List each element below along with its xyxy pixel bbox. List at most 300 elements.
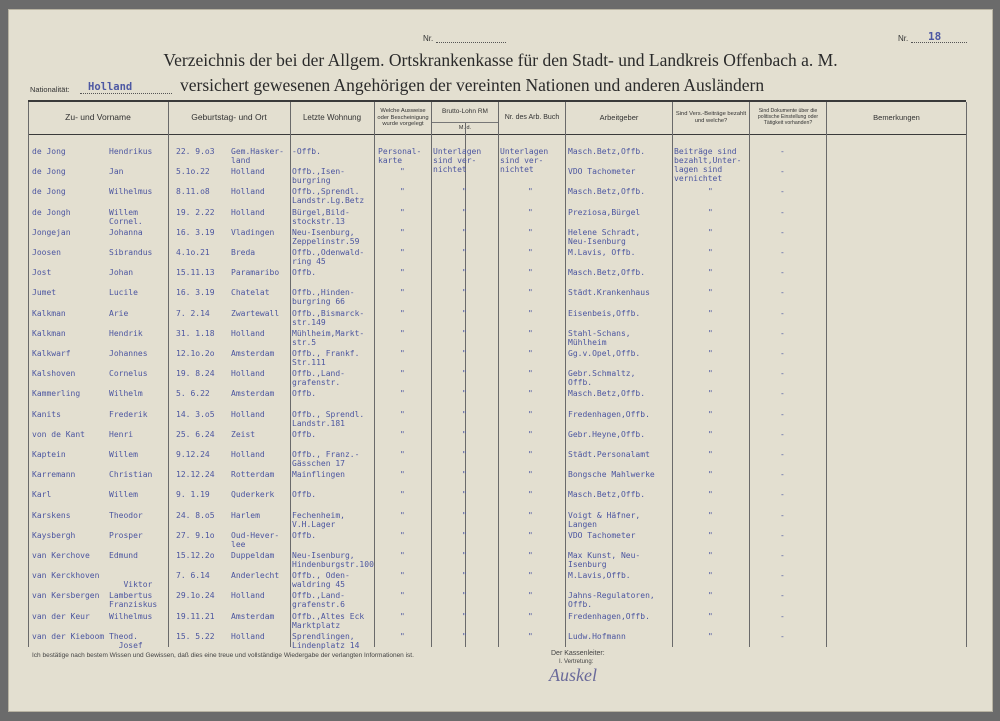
cell-date: 5. 6.22: [176, 389, 210, 399]
cell-book: ": [528, 591, 533, 601]
cell-wage: ": [462, 369, 467, 379]
table-row: [8, 208, 993, 228]
cell-docs: -: [780, 328, 785, 338]
table-row: [8, 612, 993, 632]
cell-book: ": [528, 510, 533, 520]
nr-right-label: Nr.: [898, 34, 909, 43]
cell-book: ": [528, 308, 533, 318]
cell-surname: van Kersbergen: [32, 591, 100, 601]
cell-card: ": [400, 470, 405, 480]
cell-docs: -: [780, 268, 785, 278]
cell-docs: -: [780, 429, 785, 439]
nr-dotted-line: [436, 42, 506, 43]
cell-book: ": [528, 571, 533, 581]
cell-contrib: ": [708, 470, 713, 480]
cell-card: ": [400, 490, 405, 500]
cell-surname: Kammerling: [32, 389, 81, 399]
cell-surname: Kanits: [32, 409, 61, 419]
cell-contrib: ": [708, 308, 713, 318]
cell-date: 19. 8.24: [176, 369, 215, 379]
cell-addr: Mühlheim,Markt- str.5: [292, 328, 365, 347]
cell-book: ": [528, 227, 533, 237]
cell-wage: ": [462, 591, 467, 601]
table-row: [8, 470, 993, 490]
document-sheet: [8, 9, 993, 712]
office-label: Der Kassenleiter:: [551, 650, 605, 657]
table-row: [8, 369, 993, 389]
cell-addr: Offb.,Altes Eck Marktplatz: [292, 611, 365, 630]
cell-card: ": [400, 248, 405, 257]
cell-docs: -: [780, 227, 785, 237]
table-row: [8, 551, 993, 571]
cell-wage: ": [462, 268, 467, 278]
cell-date: 7. 2.14: [176, 308, 210, 318]
table-row: [8, 167, 993, 187]
cell-surname: van Kerchove: [32, 551, 90, 560]
cell-contrib: ": [708, 450, 713, 459]
cell-book: ": [528, 450, 533, 459]
cell-wage: ": [462, 288, 467, 298]
cell-docs: -: [780, 571, 785, 581]
cell-employer: Helene Schradt, Neu-Isenburg: [568, 227, 641, 246]
cell-wage: ": [462, 611, 467, 621]
cell-first: Cornelus: [109, 369, 148, 379]
cell-docs: -: [780, 167, 785, 177]
confirmation-text: Ich bestätige nach bestem Wissen und Gewissen, daß dies eine treue und vollständige Wiedergabe der verlangten Informationen ist.: [32, 652, 414, 659]
cell-contrib: ": [708, 349, 713, 358]
cell-employer: Masch.Betz,Offb.: [568, 187, 646, 197]
office-sub-label: I. Vertretung:: [559, 659, 594, 665]
cell-card: ": [400, 429, 405, 439]
cell-surname: van Kerckhoven: [32, 571, 100, 581]
cell-contrib: ": [708, 207, 713, 217]
cell-addr: Offb.: [292, 429, 317, 439]
cell-card: ": [400, 611, 405, 621]
cell-wage: ": [462, 510, 467, 520]
cell-employer: Gebr.Schmaltz, Offb.: [568, 369, 636, 388]
cell-employer: Gebr.Heyne,Offb.: [568, 429, 646, 439]
cell-contrib: ": [708, 631, 713, 641]
col-header-wage-sub: M. d.: [458, 124, 472, 131]
col-header-wage: Brutto-Lohn RM: [442, 108, 488, 116]
cell-date: 12.12.24: [176, 470, 215, 480]
cell-first: Viktor: [123, 580, 153, 590]
cell-book: ": [528, 207, 533, 217]
cell-first: Wilhelmus: [109, 611, 153, 621]
cell-date: 19.11.21: [176, 611, 215, 621]
cell-place: Gem.Hasker- land: [231, 147, 284, 165]
cell-employer: Eisenbeis,Offb.: [568, 308, 641, 318]
cell-contrib: ": [708, 409, 713, 419]
cell-wage: ": [462, 187, 467, 197]
cell-docs: -: [780, 349, 785, 358]
cell-book: ": [528, 530, 533, 540]
col-header-book: Nr. des Arb. Buch: [504, 113, 560, 121]
cell-place: Harlem: [231, 510, 260, 520]
cell-card: ": [400, 530, 405, 540]
cell-first: Jan: [109, 167, 124, 177]
cell-employer: Bongsche Mahlwerke: [568, 470, 655, 480]
cell-first: Wilhelmus: [109, 187, 153, 197]
cell-book: ": [528, 349, 533, 358]
cell-docs: -: [780, 308, 785, 318]
cell-first: Edmund: [109, 551, 138, 560]
cell-surname: Karskens: [32, 510, 71, 520]
cell-employer: Städt.Personalamt: [568, 450, 650, 459]
table-row: [8, 430, 993, 450]
table-row: [8, 329, 993, 349]
cell-addr: Bürgel,Bild- stockstr.13: [292, 207, 350, 226]
col-header-docs: Sind Dokumente über die politische Einstellung oder Tätigkeit vorhanden?: [757, 108, 819, 126]
cell-contrib: ": [708, 611, 713, 621]
cell-book: ": [528, 470, 533, 480]
cell-employer: M.Lavis, Offb.: [568, 248, 636, 257]
table-row: [8, 268, 993, 288]
cell-docs: -: [780, 591, 785, 601]
table-row: [8, 490, 993, 510]
nationality-label: Nationalität:: [30, 85, 70, 94]
cell-place: Quderkerk: [231, 490, 275, 500]
table-row: [8, 571, 993, 591]
cell-addr: Offb.,Land- grafenstr.6: [292, 591, 345, 610]
cell-addr: Offb., Oden- waldring 45: [292, 571, 350, 590]
cell-first: Hendrikus: [109, 147, 153, 156]
cell-wage: ": [462, 530, 467, 540]
handwritten-signature: Auskel: [549, 665, 597, 685]
cell-first: Henri: [109, 429, 134, 439]
cell-contrib: ": [708, 551, 713, 560]
col-header-name: Zu- und Vorname: [65, 112, 131, 123]
cell-surname: de Jong: [32, 187, 66, 197]
cell-date: 25. 6.24: [176, 429, 215, 439]
cell-place: Holland: [231, 187, 265, 197]
cell-contrib: ": [708, 268, 713, 278]
cell-contrib: ": [708, 510, 713, 520]
cell-addr: Offb.,Odenwald- ring 45: [292, 248, 365, 266]
cell-docs: -: [780, 187, 785, 197]
cell-first: Theod. Josef: [109, 631, 143, 650]
cell-surname: Joosen: [32, 248, 61, 257]
sheet-number: 18: [928, 30, 942, 43]
cell-employer: Masch.Betz,Offb.: [568, 490, 646, 500]
cell-addr: Offb.,Land- grafenstr.: [292, 369, 345, 388]
cell-addr: Fechenheim, V.H.Lager: [292, 510, 345, 529]
cell-place: Paramaribo: [231, 268, 280, 278]
cell-place: Chatelat: [231, 288, 270, 298]
cell-card: ": [400, 328, 405, 338]
table-row: [8, 288, 993, 308]
cell-surname: Kalkman: [32, 308, 66, 318]
cell-employer: Städt.Krankenhaus: [568, 288, 650, 298]
cell-book: ": [528, 248, 533, 257]
cell-wage: Unterlagen sind ver- nichtet: [433, 147, 482, 174]
cell-docs: -: [780, 389, 785, 399]
cell-first: Johanna: [109, 227, 143, 237]
cell-contrib: ": [708, 490, 713, 500]
cell-addr: Mainflingen: [292, 470, 345, 480]
cell-first: Hendrik: [109, 328, 143, 338]
cell-contrib: ": [708, 389, 713, 399]
col-header-birth: Geburtstag- und Ort: [191, 112, 267, 123]
cell-surname: Kaptein: [32, 450, 66, 459]
col-header-contrib: Sind Vers.-Beiträge bezahlt und welche?: [675, 111, 747, 124]
cell-first: Wilhelm: [109, 389, 143, 399]
cell-date: 15.12.2o: [176, 551, 215, 560]
cell-book: ": [528, 490, 533, 500]
cell-card: ": [400, 288, 405, 298]
cell-card: ": [400, 187, 405, 197]
cell-place: Holland: [231, 450, 265, 459]
cell-contrib: ": [708, 530, 713, 540]
cell-date: 31. 1.18: [176, 328, 215, 338]
cell-addr: Offb.,Bismarck- str.149: [292, 308, 365, 327]
cell-addr: Offb.: [292, 530, 317, 540]
cell-place: Holland: [231, 631, 265, 641]
cell-book: ": [528, 268, 533, 278]
cell-date: 12.1o.2o: [176, 349, 215, 358]
cell-first: Arie: [109, 308, 129, 318]
cell-card: ": [400, 308, 405, 318]
cell-place: Holland: [231, 409, 265, 419]
cell-card: ": [400, 631, 405, 641]
cell-wage: ": [462, 308, 467, 318]
cell-date: 22. 9.o3: [176, 147, 215, 156]
cell-docs: -: [780, 611, 785, 621]
nationality-value: Holland: [88, 81, 133, 93]
cell-date: 27. 9.1o: [176, 530, 215, 540]
cell-surname: Kalkwarf: [32, 349, 71, 358]
cell-place: Rotterdam: [231, 470, 275, 480]
cell-place: Anderlecht: [231, 571, 280, 581]
cell-place: Zwartewall: [231, 308, 280, 318]
cell-first: Willem: [109, 450, 138, 459]
cell-wage: ": [462, 571, 467, 581]
cell-employer: Jahns-Regulatoren, Offb.: [568, 591, 655, 610]
cell-place: Amsterdam: [231, 389, 275, 399]
cell-book: ": [528, 631, 533, 641]
cell-date: 16. 3.19: [176, 227, 215, 237]
cell-docs: -: [780, 551, 785, 560]
cell-place: Holland: [231, 167, 265, 177]
table-row: [8, 309, 993, 329]
cell-docs: -: [780, 530, 785, 540]
cell-contrib: ": [708, 571, 713, 581]
cell-first: Willem: [109, 490, 138, 500]
table-row: [8, 531, 993, 551]
cell-contrib: ": [708, 227, 713, 237]
cell-book: ": [528, 611, 533, 621]
cell-card: ": [400, 409, 405, 419]
cell-first: Theodor: [109, 510, 143, 520]
cell-wage: ": [462, 328, 467, 338]
cell-wage: ": [462, 409, 467, 419]
cell-docs: -: [780, 207, 785, 217]
cell-employer: Fredenhagen,Offb.: [568, 409, 650, 419]
cell-employer: Stahl-Schans, Mühlheim: [568, 328, 631, 347]
cell-addr: Offb., Frankf. Str.111: [292, 349, 360, 367]
nr-label: Nr.: [423, 34, 434, 43]
cell-docs: -: [780, 490, 785, 500]
cell-addr: Offb.,Sprendl. Landstr.Lg.Betz: [292, 187, 365, 206]
cell-date: 9. 1.19: [176, 490, 210, 500]
table-row: [8, 248, 993, 268]
cell-docs: -: [780, 248, 785, 257]
cell-contrib: ": [708, 429, 713, 439]
document-subtitle: versichert gewesenen Angehörigen der vereinten Nationen und anderen Ausländern: [180, 75, 765, 95]
table-row: [8, 591, 993, 611]
cell-addr: Offb.: [292, 389, 317, 399]
cell-addr: Offb.,Hinden- burgring 66: [292, 288, 355, 307]
cell-card: ": [400, 571, 405, 581]
cell-book: ": [528, 409, 533, 419]
table-row: [8, 450, 993, 470]
cell-date: 8.11.o8: [176, 187, 210, 197]
cell-book: ": [528, 369, 533, 379]
cell-addr: -Offb.: [292, 147, 321, 156]
cell-docs: -: [780, 369, 785, 379]
cell-date: 19. 2.22: [176, 207, 215, 217]
cell-surname: Jongejan: [32, 227, 71, 237]
cell-wage: ": [462, 470, 467, 480]
table-row: [8, 389, 993, 409]
cell-first: Christian: [109, 470, 153, 480]
cell-addr: Offb., Franz.- Gässchen 17: [292, 450, 360, 468]
table-row: [8, 511, 993, 531]
cell-surname: Jost: [32, 268, 52, 278]
cell-wage: ": [462, 551, 467, 560]
cell-surname: Kalshoven: [32, 369, 76, 379]
cell-place: Zeist: [231, 429, 256, 439]
cell-date: 14. 3.o5: [176, 409, 215, 419]
cell-employer: VDO Tachometer: [568, 530, 636, 540]
cell-first: Frederik: [109, 409, 148, 419]
cell-date: 16. 3.19: [176, 288, 215, 298]
cell-wage: ": [462, 248, 467, 257]
cell-employer: Max Kunst, Neu- Isenburg: [568, 551, 641, 569]
cell-card: ": [400, 551, 405, 560]
cell-place: Breda: [231, 248, 256, 257]
cell-employer: Preziosa,Bürgel: [568, 207, 641, 217]
cell-employer: Gg.v.Opel,Offb.: [568, 349, 641, 358]
cell-addr: Sprendlingen, Lindenplatz 14: [292, 631, 360, 650]
cell-date: 5.1o.22: [176, 167, 210, 177]
cell-book: ": [528, 328, 533, 338]
cell-contrib: ": [708, 288, 713, 298]
cell-wage: ": [462, 631, 467, 641]
cell-date: 15.11.13: [176, 268, 215, 278]
cell-employer: Masch.Betz,Offb.: [568, 389, 646, 399]
cell-card: ": [400, 349, 405, 358]
cell-card: ": [400, 268, 405, 278]
cell-docs: -: [780, 470, 785, 480]
cell-addr: Neu-Isenburg, Zeppelinstr.59: [292, 227, 360, 246]
cell-addr: Offb.: [292, 268, 317, 278]
cell-surname: Kaysbergh: [32, 530, 76, 540]
cell-docs: -: [780, 631, 785, 641]
cell-addr: Offb.,Isen- burgring: [292, 167, 345, 186]
cell-docs: -: [780, 510, 785, 520]
cell-employer: Masch.Betz,Offb.: [568, 268, 646, 278]
cell-place: Vladingen: [231, 227, 275, 237]
table-row: [8, 187, 993, 207]
cell-card: ": [400, 369, 405, 379]
cell-card: ": [400, 591, 405, 601]
cell-wage: ": [462, 349, 467, 358]
cell-employer: VDO Tachometer: [568, 167, 636, 177]
cell-addr: Offb., Sprendl. Landstr.181: [292, 409, 365, 428]
cell-wage: ": [462, 429, 467, 439]
cell-place: Holland: [231, 328, 265, 338]
table-row: [8, 632, 993, 652]
cell-place: Oud-Hever- lee: [231, 530, 280, 549]
cell-surname: Kalkman: [32, 328, 66, 338]
cell-place: Holland: [231, 369, 265, 379]
cell-book: ": [528, 288, 533, 298]
cell-card: ": [400, 207, 405, 217]
cell-card: Personal- karte: [378, 147, 422, 165]
col-header-remarks: Bemerkungen: [873, 112, 920, 122]
cell-date: 29.1o.24: [176, 591, 215, 601]
cell-docs: -: [780, 147, 785, 156]
cell-card: ": [400, 450, 405, 459]
cell-first: Lambertus Franziskus: [109, 591, 158, 610]
cell-contrib: ": [708, 328, 713, 338]
cell-employer: Ludw.Hofmann: [568, 631, 626, 641]
col-header-employer: Arbeitgeber: [599, 112, 639, 122]
cell-docs: -: [780, 288, 785, 298]
cell-book: ": [528, 389, 533, 399]
cell-contrib: Beiträge sind bezahlt,Unter- lagen sind vernichtet: [674, 147, 742, 183]
cell-surname: van der Keur: [32, 611, 90, 621]
table-row: [8, 228, 993, 248]
cell-surname: de Jongh: [32, 207, 71, 217]
cell-book: Unterlagen sind ver- nichtet: [500, 147, 549, 174]
cell-place: Amsterdam: [231, 611, 275, 621]
cell-place: Holland: [231, 207, 265, 217]
cell-book: ": [528, 429, 533, 439]
cell-first: Lucile: [109, 288, 138, 298]
cell-docs: -: [780, 409, 785, 419]
cell-contrib: ": [708, 187, 713, 197]
cell-first: Prosper: [109, 530, 143, 540]
cell-surname: van der Kieboom: [32, 631, 105, 641]
cell-first: Sibrandus: [109, 248, 153, 257]
cell-addr: Offb.: [292, 490, 317, 500]
cell-contrib: ": [708, 248, 713, 257]
cell-book: ": [528, 551, 533, 560]
cell-wage: ": [462, 490, 467, 500]
col-header-card: Welche Ausweise oder Bescheinigung wurde vorgelegt: [377, 108, 429, 128]
cell-place: Holland: [231, 591, 265, 601]
cell-book: ": [528, 187, 533, 197]
cell-surname: Karl: [32, 490, 52, 500]
cell-addr: Neu-Isenburg, Hindenburgstr.100: [292, 551, 374, 569]
cell-surname: Jumet: [32, 288, 57, 298]
cell-date: 15. 5.22: [176, 631, 215, 641]
table-row: [8, 410, 993, 430]
cell-surname: de Jong: [32, 167, 66, 177]
cell-docs: -: [780, 450, 785, 459]
cell-date: 7. 6.14: [176, 571, 210, 581]
cell-date: 9.12.24: [176, 450, 210, 459]
cell-card: ": [400, 167, 405, 177]
cell-first: Johan: [109, 268, 134, 278]
cell-card: ": [400, 389, 405, 399]
cell-employer: Fredenhagen,Offb.: [568, 611, 650, 621]
cell-card: ": [400, 227, 405, 237]
cell-surname: de Jong: [32, 147, 66, 156]
cell-employer: Voigt & Häfner, Langen: [568, 510, 641, 529]
